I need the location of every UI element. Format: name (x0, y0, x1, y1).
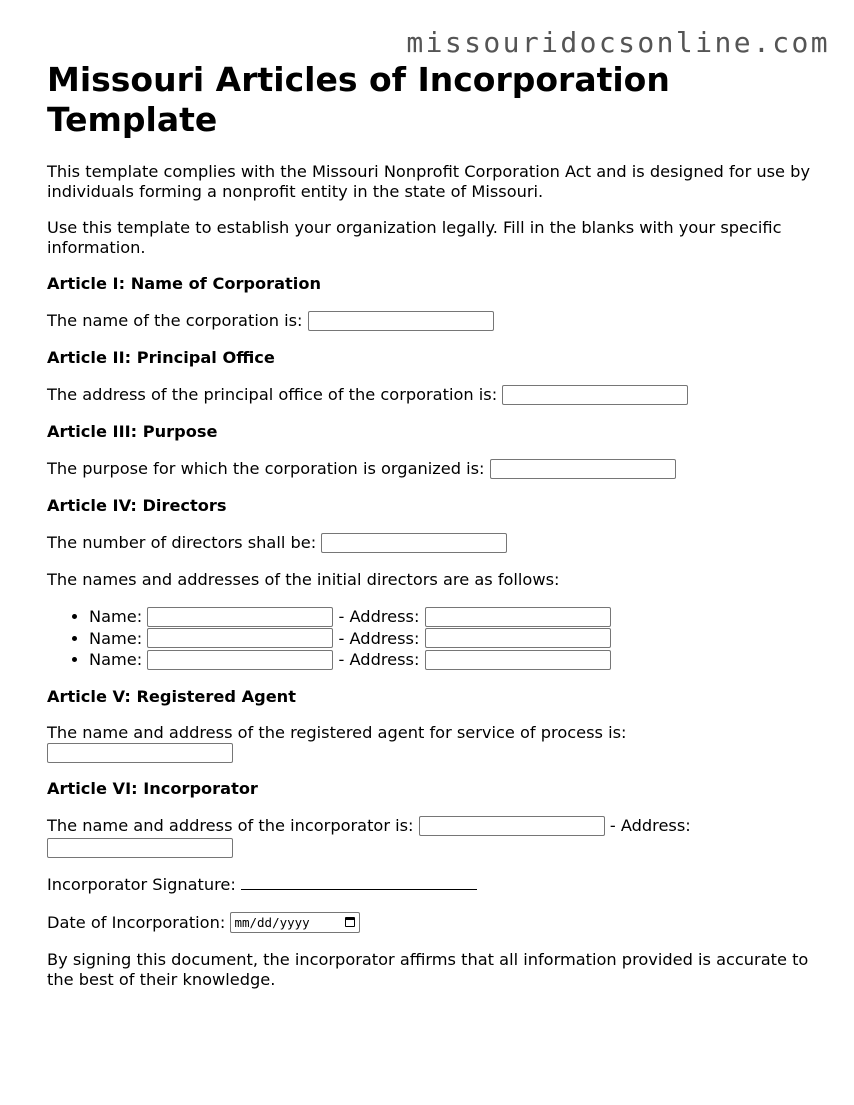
director-address-label: - Address: (338, 628, 420, 648)
article-1-heading: Article I: Name of Corporation (47, 274, 321, 293)
registered-agent-label: The name and address of the registered agent for service of process is: (47, 722, 627, 742)
director-name-label: Name: (89, 650, 143, 669)
director-item (89, 628, 827, 650)
director-item (89, 649, 827, 671)
director-3-address-input[interactable] (425, 650, 611, 670)
director-1-address-input[interactable] (425, 607, 611, 627)
director-address-label: - Address: (338, 607, 420, 626)
purpose-label: The purpose for which the corporation is organized is: (47, 459, 485, 478)
signature-line[interactable] (241, 875, 477, 890)
director-address-label: - Address: (338, 650, 420, 669)
incorporator-name-input[interactable] (419, 816, 605, 836)
date-row (47, 912, 827, 934)
principal-office-label: The address of the principal office of the corporation is: (47, 385, 498, 404)
incorporator-label: The name and address of the incorporator is: (47, 816, 414, 835)
director-3-name-input[interactable] (147, 650, 333, 670)
principal-office-input[interactable] (502, 385, 688, 405)
director-2-name-input[interactable] (147, 628, 333, 648)
date-placeholder: mm/dd/yyyy (234, 914, 310, 930)
signature-row (47, 874, 827, 896)
corporation-name-label: The name of the corporation is: (47, 311, 303, 330)
site-watermark: missouridocsonline.com (406, 26, 830, 59)
director-name-label: Name: (89, 628, 143, 648)
purpose-input[interactable] (490, 459, 676, 479)
article-2-heading: Article II: Principal Office (47, 348, 275, 367)
article-3-row (47, 458, 827, 480)
director-count-input[interactable] (321, 533, 507, 553)
intro-paragraph-1: This template complies with the Missouri Nonprofit Corporation Act and is designed for use by individuals forming a nonprofit entity in the state of Missouri. (47, 162, 811, 201)
signature-label: Incorporator Signature: (47, 874, 236, 894)
incorporator-row (47, 815, 827, 858)
director-count-label: The number of directors shall be: (47, 533, 317, 552)
director-name-label: Name: (89, 607, 143, 626)
article-6-heading: Article VI: Incorporator (47, 779, 258, 798)
incorporator-address-label: - Address: (609, 816, 691, 835)
registered-agent-input[interactable] (47, 743, 233, 763)
directors-list (47, 606, 827, 671)
article-1-row (47, 310, 827, 332)
registered-agent-row (47, 723, 827, 764)
closing-statement: By signing this document, the incorporator affirms that all information provided is accurate to the best of their knowledge. (47, 949, 809, 989)
director-item (89, 606, 827, 628)
director-count-row (47, 532, 827, 554)
document-body (47, 162, 827, 1006)
article-3-heading: Article III: Purpose (47, 422, 218, 441)
article-4-heading: Article IV: Directors (47, 496, 227, 515)
director-1-name-input[interactable] (147, 607, 333, 627)
date-label: Date of Incorporation: (47, 912, 226, 932)
incorporator-address-input[interactable] (47, 838, 233, 858)
director-2-address-input[interactable] (425, 628, 611, 648)
calendar-icon[interactable] (345, 917, 355, 927)
directors-list-intro: The names and addresses of the initial directors are as follows: (47, 570, 560, 589)
corporation-name-input[interactable] (308, 311, 494, 331)
article-2-row (47, 384, 827, 406)
intro-paragraph-2: Use this template to establish your organization legally. Fill in the blanks with your specific information. (47, 218, 782, 257)
article-5-heading: Article V: Registered Agent (47, 686, 296, 706)
page-title: Missouri Articles of Incorporation Template (47, 60, 670, 139)
date-input[interactable] (230, 912, 360, 933)
